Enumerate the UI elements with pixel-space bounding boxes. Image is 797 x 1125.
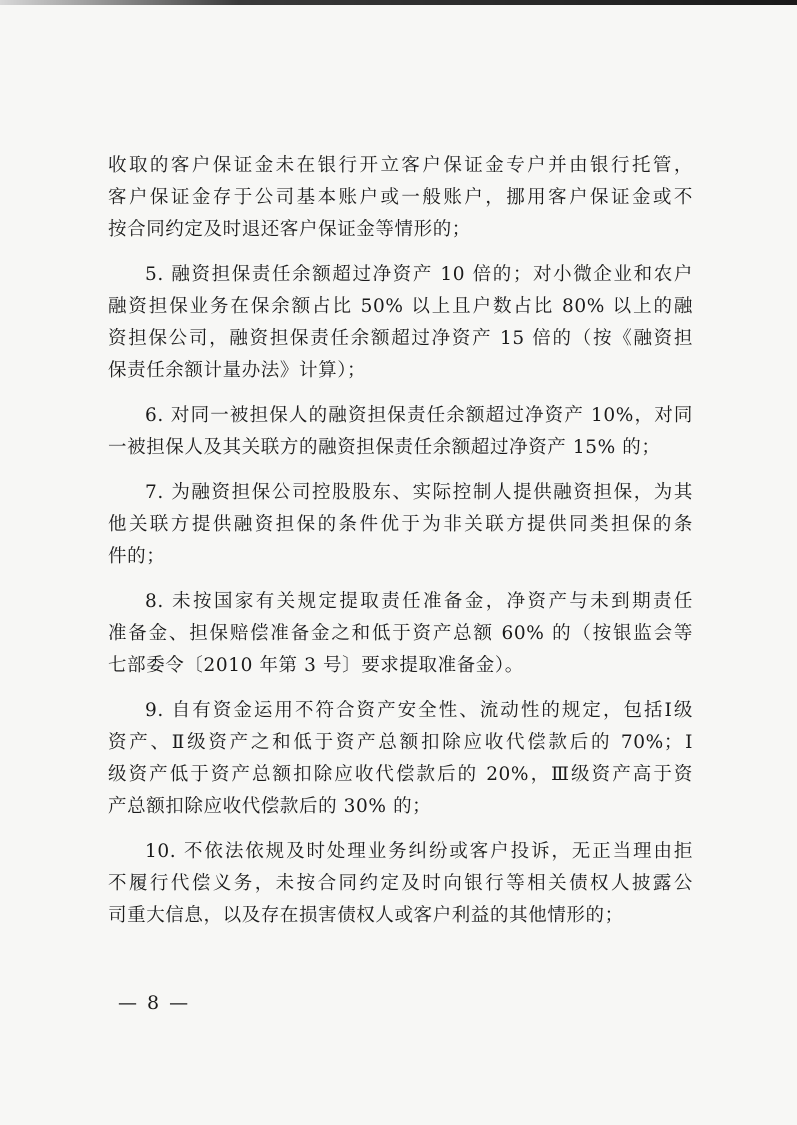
paragraph-line: 资担保公司，融资担保责任余额超过净资产 15 倍的（按《融资担 bbox=[108, 328, 693, 349]
paragraph bbox=[108, 836, 693, 932]
paragraph-line: 7. 为融资担保公司控股股东、实际控制人提供融资担保，为其 bbox=[145, 482, 693, 503]
paragraph-line: 准备金、担保赔偿准备金之和低于资产总额 60% 的（按银监会等 bbox=[108, 623, 693, 644]
paragraph-gap bbox=[108, 387, 693, 400]
paragraph-line: 8. 未按国家有关规定提取责任准备金，净资产与未到期责任 bbox=[145, 591, 693, 612]
document-body bbox=[108, 150, 693, 932]
page-number: — 8 — bbox=[118, 992, 191, 1014]
paragraph-line: 10. 不依法依规及时处理业务纠纷或客户投诉，无正当理由拒 bbox=[145, 841, 693, 862]
paragraph bbox=[108, 150, 693, 246]
paragraph-line: 件的； bbox=[108, 546, 166, 567]
paragraph bbox=[108, 477, 693, 573]
paragraph-gap bbox=[108, 682, 693, 695]
paragraph-line: 6. 对同一被担保人的融资担保责任余额超过净资产 10%，对同 bbox=[145, 405, 693, 426]
paragraph-line: 资产、Ⅱ级资产之和低于资产总额扣除应收代偿款后的 70%；Ⅰ bbox=[108, 732, 693, 753]
paragraph-line: 5. 融资担保责任余额超过净资产 10 倍的；对小微企业和农户 bbox=[145, 264, 693, 285]
paragraph bbox=[108, 695, 693, 823]
paragraph-line: 产总额扣除应收代偿款后的 30% 的； bbox=[108, 796, 432, 817]
paragraph-gap bbox=[108, 823, 693, 836]
paragraph bbox=[108, 259, 693, 387]
paragraph-line: 融资担保业务在保余额占比 50% 以上且户数占比 80% 以上的融 bbox=[108, 296, 694, 317]
paragraph-line: 按合同约定及时退还客户保证金等情形的； bbox=[108, 219, 471, 240]
paragraph-line: 七部委令〔2010 年第 3 号〕要求提取准备金）。 bbox=[108, 655, 524, 676]
paragraph bbox=[108, 400, 693, 464]
paragraph-line: 他关联方提供融资担保的条件优于为非关联方提供同类担保的条 bbox=[108, 514, 693, 535]
paragraph-gap bbox=[108, 573, 693, 586]
top-border-rule bbox=[0, 0, 797, 5]
paragraph-line: 一被担保人及其关联方的融资担保责任余额超过净资产 15% 的； bbox=[108, 437, 661, 458]
paragraph-gap bbox=[108, 464, 693, 477]
paragraph-line: 客户保证金存于公司基本账户或一般账户，挪用客户保证金或不 bbox=[108, 187, 693, 208]
paragraph-line: 级资产低于资产总额扣除应收代偿款后的 20%，Ⅲ级资产高于资 bbox=[108, 764, 693, 785]
paragraph-line: 收取的客户保证金未在银行开立客户保证金专户并由银行托管， bbox=[108, 155, 693, 176]
paragraph bbox=[108, 586, 693, 682]
paragraph-gap bbox=[108, 246, 693, 259]
paragraph-line: 保责任余额计量办法》计算）； bbox=[108, 360, 367, 381]
paragraph-line: 司重大信息，以及存在损害债权人或客户利益的其他情形的； bbox=[108, 905, 624, 926]
paragraph-line: 不履行代偿义务，未按合同约定及时向银行等相关债权人披露公 bbox=[108, 873, 693, 894]
paragraph-line: 9. 自有资金运用不符合资产安全性、流动性的规定，包括Ⅰ级 bbox=[145, 700, 693, 721]
